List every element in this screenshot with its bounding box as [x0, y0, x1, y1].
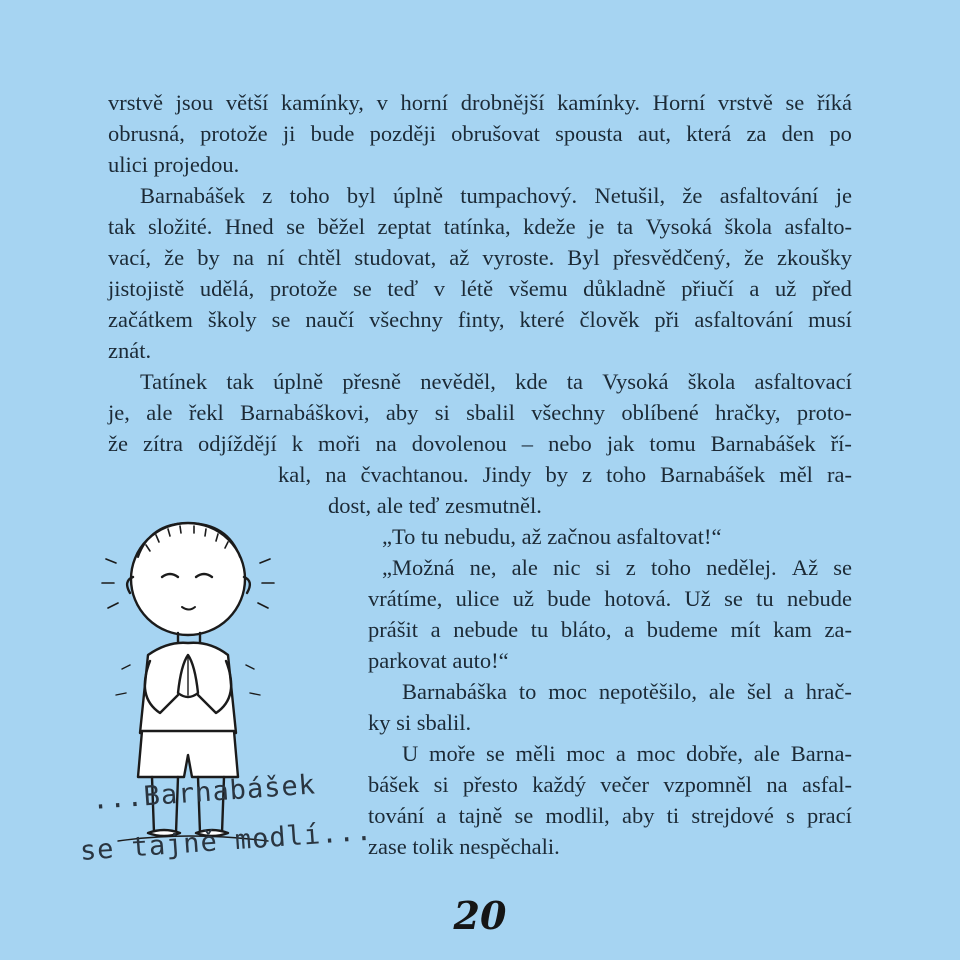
text-line: vací, že by na ní chtěl studovat, až vyroste. Byl přesvědčený, že zkoušky — [108, 245, 852, 270]
text-line: obrusná, protože ji bude později obrušovat spousta aut, která za den po — [108, 121, 852, 146]
text-line: Barnabášek z toho byl úplně tumpachový. Netušil, že asfaltování je — [140, 183, 852, 208]
text-line: je, ale řekl Barnabáškovi, aby si sbalil všechny oblíbené hračky, proto- — [108, 400, 852, 425]
illustration-caption-line-1: ...Barnabášek — [90, 769, 317, 816]
page-number: 20 — [453, 893, 507, 938]
text-line: zase tolik nespěchali. — [368, 834, 560, 859]
text-line: tování a tajně se modlil, aby ti strejdové s prací — [368, 803, 852, 828]
text-line: tak složité. Hned se běžel zeptat tatínka, kdeže je ta Vysoká škola asfalto- — [108, 214, 852, 239]
text-line: Barnabáška to moc nepotěšilo, ale šel a hrač- — [402, 679, 852, 704]
text-line: „Možná ne, ale nic si z toho nedělej. Až se — [382, 555, 852, 580]
text-line: kal, na čvachtanou. Jindy by z toho Barnabášek měl ra- — [278, 462, 852, 487]
text-line: bášek si přesto každý večer vzpomněl na asfal- — [368, 772, 852, 797]
text-line: prášit a nebude tu bláto, a budeme mít kam za- — [368, 617, 852, 642]
text-line: ulici projedou. — [108, 152, 240, 177]
text-line: znát. — [108, 338, 152, 363]
text-line: začátkem školy se naučí všechny finty, které člověk při asfaltování musí — [108, 307, 852, 332]
text-line: Tatínek tak úplně přesně nevěděl, kde ta Vysoká škola asfaltovací — [140, 369, 852, 394]
text-line: vrstvě jsou větší kamínky, v horní drobnější kamínky. Horní vrstvě se říká — [108, 90, 852, 115]
text-line: jistojistě udělá, protože se teď v létě všemu důkladně přiučí a už před — [108, 276, 852, 301]
text-line: U moře se měli moc a moc dobře, ale Barna- — [402, 741, 852, 766]
text-line: vrátíme, ulice už bude hotová. Už se tu nebude — [368, 586, 852, 611]
illustration-caption-line-2: se tajně modlí... — [78, 815, 374, 867]
text-line: ky si sbalil. — [368, 710, 472, 735]
text-line: dost, ale teď zesmutněl. — [328, 493, 542, 518]
text-line: že zítra odjíždějí k moři na dovolenou – nebo jak tomu Barnabášek ří- — [108, 431, 852, 456]
text-line: parkovat auto!“ — [368, 648, 509, 673]
text-line: „To tu nebudu, až začnou asfaltovat!“ — [382, 524, 722, 549]
